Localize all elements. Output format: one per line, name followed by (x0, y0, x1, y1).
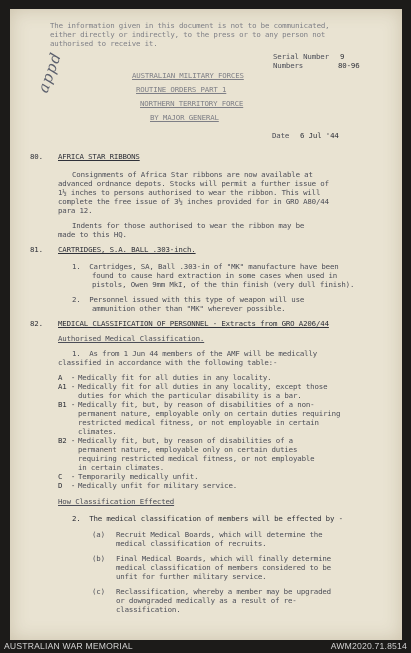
class-text: in certain climates. (78, 463, 164, 472)
s81-item1-line: pistols, Owen 9mm MkI, of the thin finish (very dull finish). (92, 280, 355, 289)
subitem-line: Final Medical Boards, which will finally determine (116, 554, 331, 563)
title-line-3: NORTHERN TERRITORY FORCE (140, 99, 244, 108)
s81-item2-line: ammunition other than "MK" wherever possible. (92, 304, 286, 313)
title-line-1: AUSTRALIAN MILITARY FORCES (132, 71, 244, 80)
class-text: permanent nature, employable only on certain duties (78, 445, 298, 454)
subitem-line: or downgraded medically as a result of re- (116, 596, 297, 605)
s80-para2-line: Indents for those authorised to wear the ribbon may be (72, 221, 305, 230)
footer-accession-number: AWM2020.71.8514 (330, 641, 407, 651)
date-value: 6 Jul '44 (300, 131, 339, 140)
class-text: climates. (78, 427, 117, 436)
security-line-2: either directly or indirectly, to the press or to any person not (50, 30, 326, 39)
class-text: requiring restricted medical fitness, or not employable (78, 454, 315, 463)
section-81-heading: CARTRIDGES, S.A. BALL .303-inch. (58, 245, 196, 254)
numbers-value: 80-96 (338, 61, 360, 70)
class-text: Medically unfit for military service. (78, 481, 238, 490)
security-line-1: The information given in this document is not to be communicated, (50, 21, 330, 30)
class-text: Medically fit for all duties in any locality. (78, 373, 272, 382)
subitem-line: Reclassification, whereby a member may be upgraded (116, 587, 331, 596)
archive-footer (0, 640, 411, 653)
security-line-3: authorised to receive it. (50, 39, 158, 48)
s81-item1-line: 1. Cartridges, SA, Ball .303-in of "MK" manufacture have been (72, 262, 339, 271)
s81-item2-line: 2. Personnel issued with this type of weapon will use (72, 295, 305, 304)
margin-annotation: appd (34, 49, 66, 96)
s82-item2: 2. The medical classification of members will be effected by - (72, 514, 343, 523)
s82-intro-line: classified in accordance with the following table:- (58, 358, 278, 367)
section-81-number: 81. (30, 245, 43, 254)
subitem-line: Recruit Medical Boards, which will determine the (116, 530, 323, 539)
s80-para1-line: complete the free issue of 3½ inches provided for in GRO A80/44 (58, 197, 329, 206)
s81-item1-line: found to cause hard extraction in some cases when used in (92, 271, 338, 280)
class-text: Medically fit, but, by reason of disabilities of a non- (78, 400, 315, 409)
s80-para1-line: para 12. (58, 206, 93, 215)
title-line-4: BY MAJOR GENERAL (150, 113, 219, 122)
class-text: permanent nature, employable only on certain duties requiring (78, 409, 341, 418)
s80-para2-line: made to this HQ. (58, 230, 127, 239)
section-80-number: 80. (30, 152, 43, 161)
class-code: A - (58, 373, 76, 382)
subitem-line: unfit for further military service. (116, 572, 267, 581)
title-line-2: ROUTINE ORDERS PART 1 (136, 85, 227, 94)
numbers-label: Numbers (273, 61, 304, 70)
subitem-line: classification. (116, 605, 181, 614)
subitem-label: (a) (92, 530, 105, 539)
section-82-heading: MEDICAL CLASSIFICATION OF PERSONNEL - Extracts from GRO A206/44 (58, 319, 329, 328)
subitem-label: (c) (92, 587, 105, 596)
class-code: A1 - (58, 382, 76, 391)
class-code: C - (58, 472, 76, 481)
s80-para1-line: advanced ordnance depots. Stocks will permit a further issue of (58, 179, 329, 188)
s80-para1-line: Consignments of Africa Star ribbons are now available at (72, 170, 313, 179)
class-text: Medically fit, but, by reason of disabilities of a (78, 436, 293, 445)
serial-value: 9 (340, 52, 345, 61)
s80-para1-line: 1½ inches to persons authorised to wear the ribbon. This will (58, 188, 321, 197)
section-80-heading: AFRICA STAR RIBBONS (58, 152, 140, 161)
class-text: restricted medical fitness, or not employable in certain (78, 418, 319, 427)
class-text: duties for which the particular disability is a bar. (78, 391, 302, 400)
s82-subheading-2: How Classification Effected (58, 497, 175, 506)
class-text: Temporarily medically unfit. (78, 472, 199, 481)
s82-subheading-1: Authorised Medical Classification. (58, 334, 205, 343)
class-text: Medically fit for all duties in any locality, except those (78, 382, 328, 391)
class-code: B1 - (58, 400, 76, 409)
s82-intro-line: 1. As from 1 Jun 44 members of the AMF will be medically (72, 349, 318, 358)
subitem-line: medical classification of members considered to be (116, 563, 331, 572)
class-code: D - (58, 481, 76, 490)
class-code: B2 - (58, 436, 76, 445)
section-82-number: 82. (30, 319, 43, 328)
serial-label: Serial Number (273, 52, 329, 61)
document-page (10, 9, 402, 640)
footer-institution: AUSTRALIAN WAR MEMORIAL (4, 641, 133, 651)
date-label: Date (272, 131, 290, 140)
subitem-label: (b) (92, 554, 105, 563)
subitem-line: medical classification of recruits. (116, 539, 267, 548)
